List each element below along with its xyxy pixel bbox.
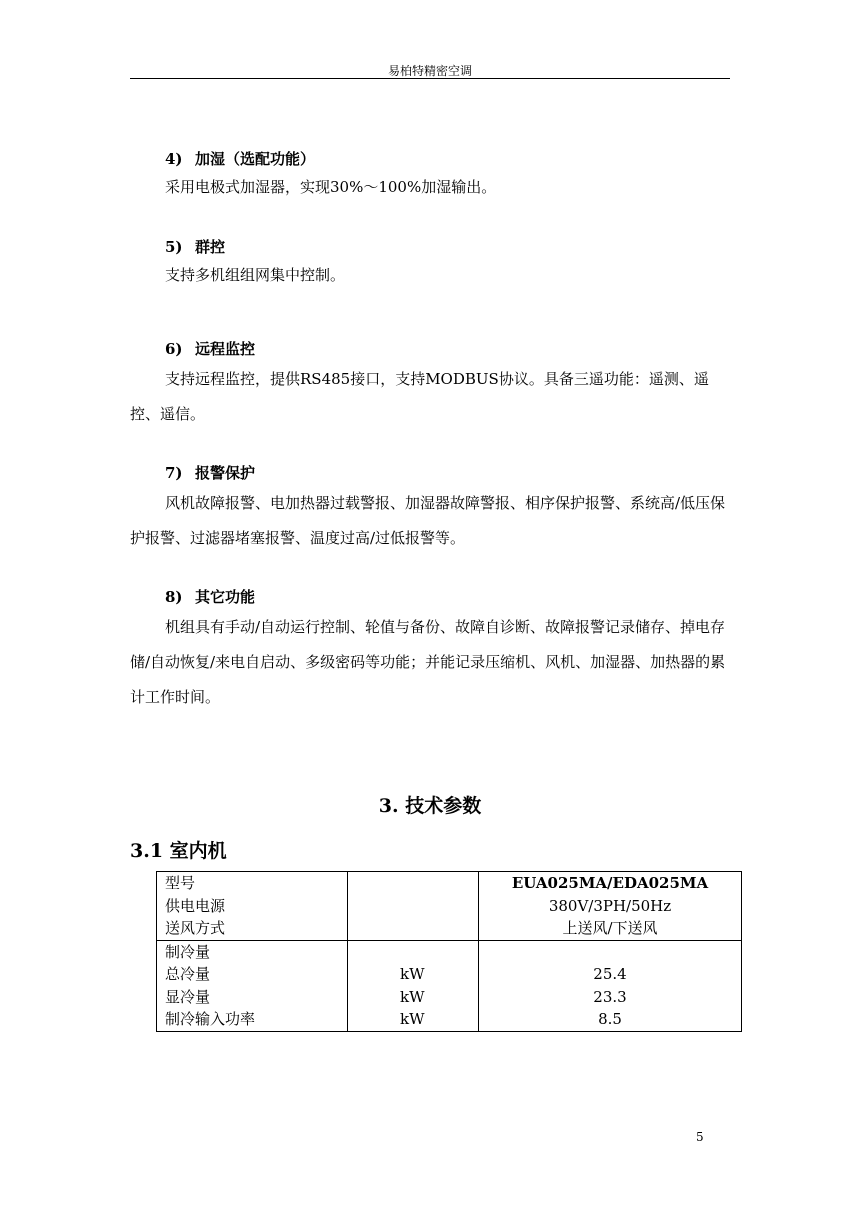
paragraph-group-control: 支持多机组组网集中控制。 bbox=[165, 266, 346, 284]
label-model: 型号 bbox=[165, 874, 196, 892]
heading-number: 8) bbox=[165, 588, 183, 606]
unit-power-supply bbox=[348, 895, 478, 918]
value-total-cooling: 25.4 bbox=[593, 965, 627, 983]
heading-title: 其它功能 bbox=[195, 588, 256, 606]
label-sensible-cooling: 显冷量 bbox=[165, 987, 211, 1006]
value-model: EUA025MA/EDA025MA bbox=[511, 874, 709, 892]
heading-number: 7) bbox=[165, 464, 183, 482]
value-cell bbox=[479, 940, 742, 1031]
heading-title: 报警保护 bbox=[195, 464, 256, 482]
heading-alarm-protection bbox=[165, 462, 255, 483]
label-cell bbox=[157, 872, 348, 941]
label-power-supply: 供电电源 bbox=[165, 896, 226, 915]
unit-model bbox=[348, 872, 478, 895]
table-row bbox=[157, 940, 742, 1031]
unit-air-supply bbox=[348, 917, 478, 940]
label-cell bbox=[157, 940, 348, 1031]
unit-total-cooling: kW bbox=[400, 965, 425, 983]
label-cooling-capacity: 制冷量 bbox=[165, 942, 211, 961]
value-cooling-input-power: 8.5 bbox=[598, 1010, 622, 1028]
spec-table bbox=[156, 871, 742, 1032]
value-air-supply: 上送风/下送风 bbox=[562, 919, 658, 937]
value-cooling-capacity bbox=[479, 941, 741, 964]
unit-cooling-input-power: kW bbox=[400, 1010, 425, 1028]
label-total-cooling: 总冷量 bbox=[165, 965, 211, 983]
unit-cell bbox=[348, 872, 479, 941]
page-number: 5 bbox=[696, 1130, 704, 1144]
heading-title: 远程监控 bbox=[195, 340, 256, 358]
heading-humidification bbox=[165, 148, 315, 169]
label-air-supply: 送风方式 bbox=[165, 919, 226, 937]
section-title: 3. 技术参数 bbox=[378, 795, 482, 817]
heading-title: 加湿（选配功能） bbox=[195, 150, 316, 168]
unit-cooling-capacity bbox=[348, 941, 478, 964]
value-sensible-cooling: 23.3 bbox=[593, 987, 627, 1006]
heading-number: 5) bbox=[165, 238, 183, 256]
unit-cell bbox=[348, 940, 479, 1031]
heading-remote-monitoring bbox=[165, 338, 255, 359]
unit-sensible-cooling: kW bbox=[400, 987, 425, 1006]
paragraph-remote-monitoring: 支持远程监控，提供RS485接口，支持MODBUS协议。具备三遥功能：遥测、遥控、遥信。 bbox=[130, 370, 709, 423]
header-rule bbox=[130, 78, 730, 79]
heading-group-control bbox=[165, 236, 225, 257]
value-power-supply: 380V/3PH/50Hz bbox=[548, 896, 672, 915]
subsection-title: 3.1 室内机 bbox=[130, 840, 227, 862]
table-row bbox=[157, 872, 742, 941]
heading-other-functions bbox=[165, 586, 255, 607]
heading-title: 群控 bbox=[195, 238, 226, 256]
paragraph-humidification: 采用电极式加湿器，实现30%～100%加湿输出。 bbox=[165, 178, 497, 196]
paragraph-other-functions: 机组具有手动/自动运行控制、轮值与备份、故障自诊断、故障报警记录储存、掉电存储/自动恢复/来电自启动、多级密码等功能；并能记录压缩机、风机、加湿器、加热器的累计工作时间。 bbox=[130, 618, 726, 706]
heading-number: 6) bbox=[165, 340, 183, 358]
page-header: 易柏特精密空调 bbox=[387, 64, 472, 78]
label-cooling-input-power: 制冷输入功率 bbox=[165, 1010, 256, 1028]
paragraph-alarm-protection: 风机故障报警、电加热器过载警报、加湿器故障警报、相序保护报警、系统高/低压保护报警、过滤器堵塞报警、温度过高/过低报警等。 bbox=[130, 494, 726, 547]
heading-number: 4) bbox=[165, 150, 183, 168]
value-cell bbox=[479, 872, 742, 941]
